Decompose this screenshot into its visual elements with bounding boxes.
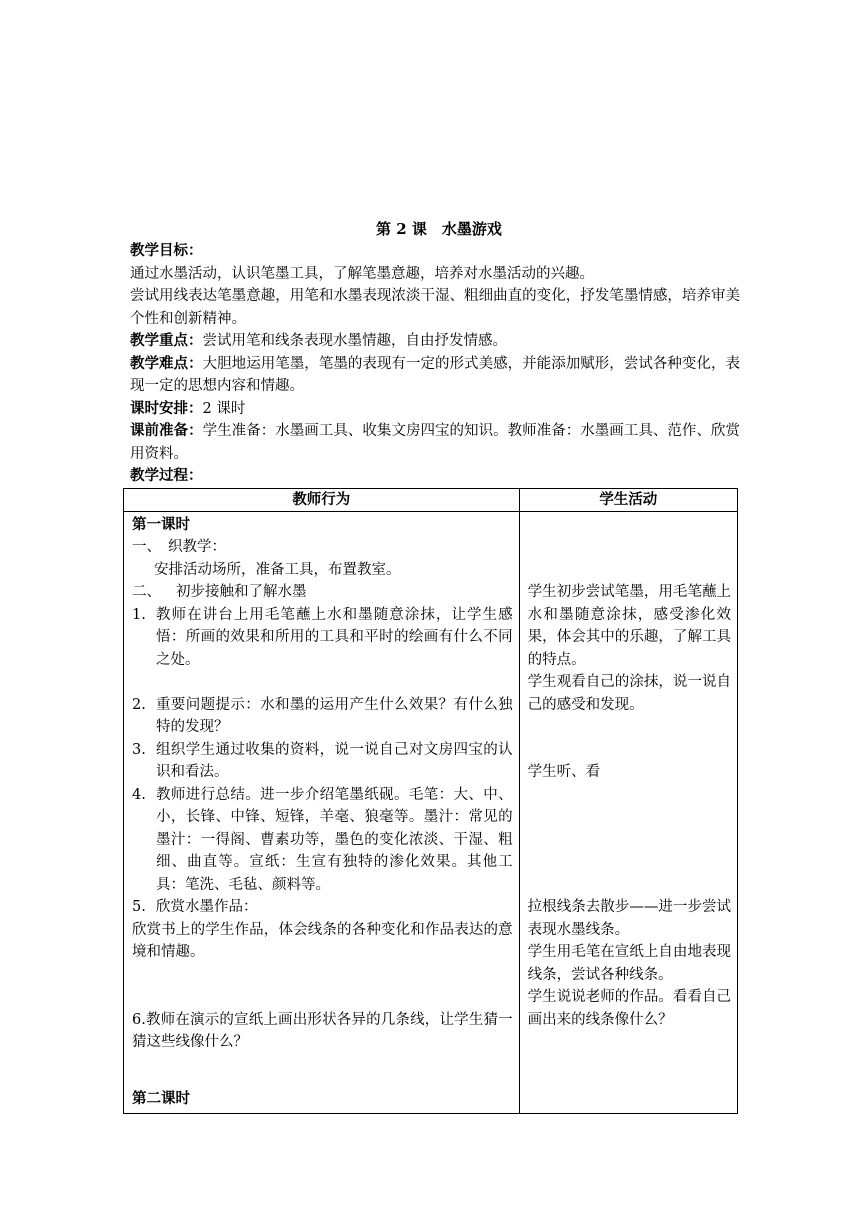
list-item (132, 694, 513, 739)
header-teacher: 教师行为 (124, 488, 520, 511)
list-item (132, 739, 513, 784)
lesson-title: 第 2 课 水墨游戏 (376, 220, 502, 238)
prep-label: 课前准备： (130, 422, 203, 439)
lesson-plan (130, 218, 740, 1114)
prep-text: 学生准备：水墨画工具、收集文房四宝的知识。教师准备：水墨画工具、范作、欣赏用资料。 (130, 423, 740, 462)
difficult-text: 大胆地运用笔墨，笔墨的表现有一定的形式美感，并能添加赋形，尝试各种变化，表现一定的思想内容和情趣。 (130, 355, 740, 394)
student-cell (519, 511, 737, 1113)
section-2-title: 初步接触和了解水墨 (176, 584, 307, 600)
item-number: 2. (132, 696, 146, 713)
list-item (132, 784, 513, 897)
table-row (124, 511, 738, 1113)
goal-1: 通过水墨活动，认识笔墨工具，了解笔墨意趣，培养对水墨活动的兴趣。 (130, 265, 594, 282)
item-number: 4. (132, 786, 146, 803)
appreciate-text: 欣赏书上的学生作品，体会线条的各种变化和作品表达的意境和情趣。 (132, 921, 513, 960)
item-number: 3. (132, 741, 146, 758)
item-text: 教师在讲台上用毛笔蘸上水和墨随意涂抹，让学生感悟：所画的效果和所用的工具和平时的绘画有什么不同之处。 (156, 606, 513, 668)
item-number: 1. (132, 606, 146, 623)
schedule-text: 2 课时 (202, 400, 246, 417)
goal-2: 尝试用线表达笔墨意趣，用笔和水墨表现浓淡干湿、粗细曲直的变化，抒发笔墨情感，培养审美个性和创新精神。 (130, 288, 740, 327)
section-2-num: 二、 (132, 584, 161, 600)
item-6: 6.教师在演示的宣纸上画出形状各异的几条线，让学生猜一猜这些线像什么？ (132, 1011, 513, 1050)
difficult-label: 教学难点： (130, 354, 203, 372)
preparation (130, 420, 740, 465)
teacher-cell (124, 511, 520, 1113)
student-activity-6: 学生说说老师的作品。看看自己画出来的线条像什么？ (527, 989, 731, 1028)
item-text: 欣赏水墨作品： (156, 899, 258, 915)
process-table (123, 488, 738, 1114)
student-activity-4: 拉根线条去散步——进一步尝试表现水墨线条。 (527, 899, 731, 938)
item-text: 教师进行总结。进一步介绍笔墨纸砚。毛笔：大、中、小，长锋、中锋、短锋，羊毫、狼毫等。墨汁：常见的墨汁：一得阁、曹素功等，墨色的变化浓淡、干湿、粗细、曲直等。宣纸：生宣有独特的渗化效果。其他工具：笔洗、毛毡、颜料等。 (156, 786, 513, 893)
schedule (130, 398, 740, 421)
item-text: 组织学生通过收集的资料，说一说自己对文房四宝的认识和看法。 (156, 741, 513, 780)
section-1-title: 织教学： (168, 539, 226, 555)
student-activity-3: 学生听、看 (527, 764, 601, 780)
lesson1-heading: 第一课时 (132, 515, 190, 533)
student-activity-2: 学生观看自己的涂抹，说一说自己的感受和发现。 (527, 674, 731, 713)
key-label: 教学重点： (130, 332, 203, 349)
header-student: 学生活动 (519, 488, 737, 511)
goals-label: 教学目标： (130, 242, 203, 259)
section-2 (132, 581, 513, 604)
lesson2-heading: 第二课时 (132, 1090, 190, 1107)
list-item (132, 896, 513, 919)
item-number: 5. (132, 899, 146, 915)
schedule-label: 课时安排： (130, 399, 203, 417)
section-1 (132, 536, 513, 559)
item-text: 重要问题提示：水和墨的运用产生什么效果？有什么独特的发现？ (156, 696, 513, 735)
table-header-row (124, 488, 738, 511)
key-text: 尝试用笔和线条表现水墨情趣，自由抒发情感。 (202, 333, 507, 349)
key-point (130, 330, 740, 353)
difficult-point (130, 353, 740, 398)
section-1-num: 一、 (132, 539, 161, 555)
section-1-detail: 安排活动场所，准备工具，布置教室。 (154, 561, 401, 578)
student-activity-1: 学生初步尝试笔墨，用毛笔蘸上水和墨随意涂抹，感受渗化效果，体会其中的乐趣，了解工具的特点。 (527, 584, 731, 668)
list-item (132, 604, 513, 672)
student-activity-5: 学生用毛笔在宣纸上自由地表现线条，尝试各种线条。 (527, 944, 731, 983)
process-label: 教学过程： (130, 467, 203, 484)
